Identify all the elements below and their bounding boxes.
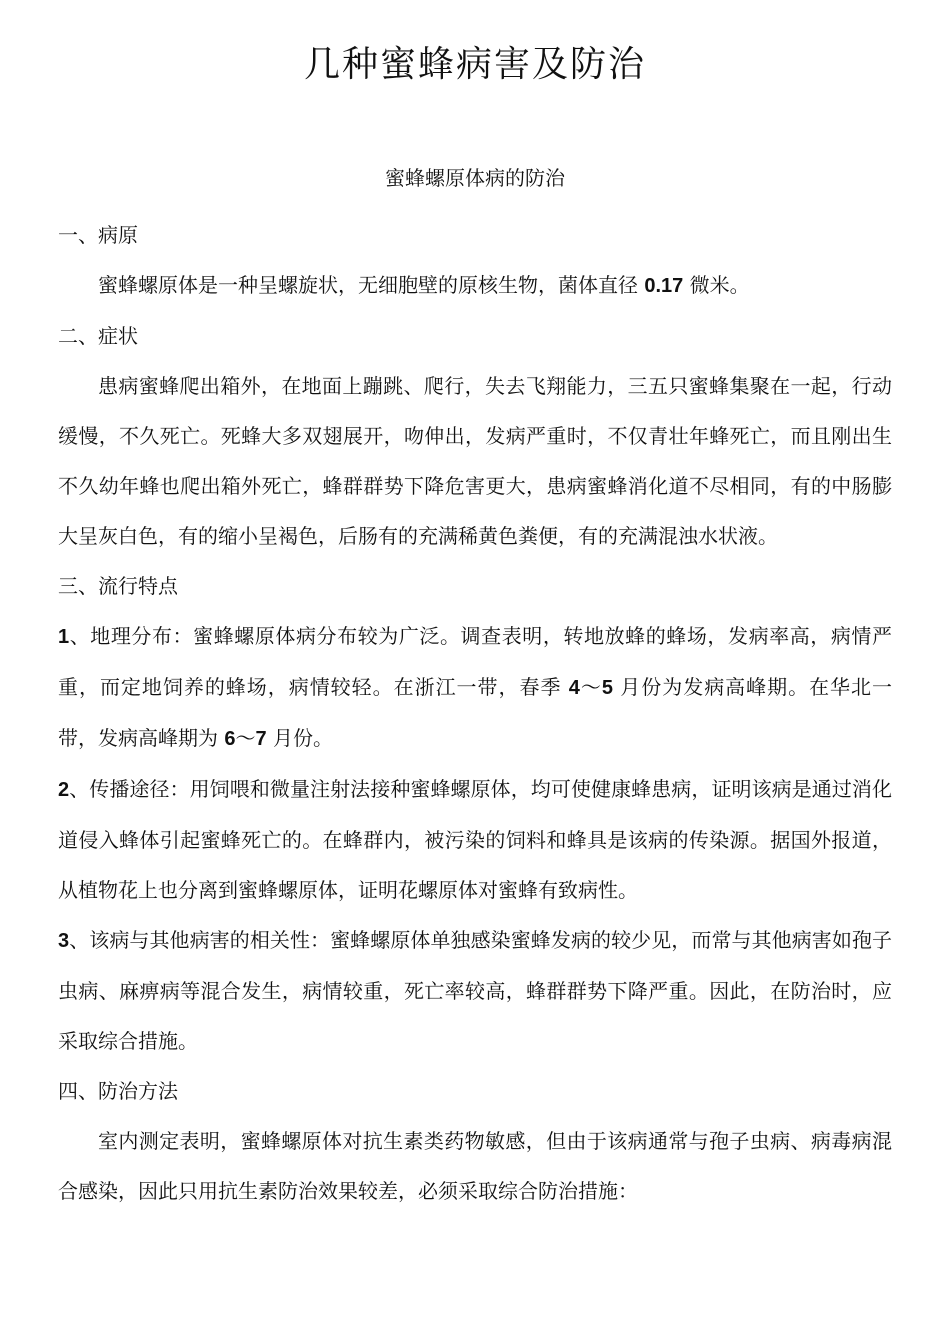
month-value: 7 [255, 728, 267, 750]
month-value: 5 [601, 677, 613, 699]
list-item-transmission [58, 764, 892, 915]
paragraph-text: 微米。 [683, 273, 750, 297]
document-body [58, 210, 892, 1216]
section-heading-epidemiology: 三、流行特点 [58, 574, 178, 598]
month-value: 4 [568, 677, 580, 699]
section-heading-symptoms: 二、症状 [58, 324, 138, 348]
paragraph-text: 蜜蜂螺原体是一种呈螺旋状，无细胞壁的原核生物，菌体直径 [98, 273, 645, 297]
paragraph-symptoms: 患病蜜蜂爬出箱外，在地面上蹦跳、爬行，失去飞翔能力，三五只蜜蜂集聚在一起，行动缓慢，不久死亡。死蜂大多双翅展开，吻伸出，发病严重时，不仅青壮年蜂死亡，而且刚出生不久幼年蜂也爬出箱外死亡，蜂群群势下降危害更大，患病蜜蜂消化道不尽相同，有的中肠膨大呈灰白色，有的缩小呈褐色，后肠有的充满稀黄色粪便，有的充满混浊水状液。 [58, 374, 892, 548]
section-heading-pathogen: 一、病原 [58, 223, 138, 247]
item-number: 1 [58, 626, 70, 648]
paragraph-prevention: 室内测定表明，蜜蜂螺原体对抗生素类药物敏感，但由于该病通常与孢子虫病、病毒病混合感染，因此只用抗生素防治效果较差，必须采取综合防治措施： [58, 1129, 892, 1203]
list-item-distribution [58, 611, 892, 764]
item-text: 、传播途径：用饲喂和微量注射法接种蜜蜂螺原体，均可使健康蜂患病，证明该病是通过消化道侵入蜂体引起蜜蜂死亡的。在蜂群内，被污染的饲料和蜂具是该病的传染源。据国外报道，从植物花上也分离到蜜蜂螺原体，证明花螺原体对蜜蜂有致病性。 [58, 777, 892, 902]
item-text: 月份。 [266, 726, 333, 750]
document-subtitle: 蜜蜂螺原体病的防治 [385, 166, 565, 190]
diameter-value: 0.17 [644, 275, 684, 297]
item-number: 3 [58, 930, 70, 952]
document-title: 几种蜜蜂病害及防治 [303, 44, 646, 85]
paragraph-pathogen [58, 260, 892, 311]
range-separator: ～ [579, 675, 602, 699]
item-text: 月份为发病高峰期。在华北一带，发病高峰期为 [58, 675, 893, 750]
item-text: 、地理分布：蜜蜂螺原体病分布较为广泛。调查表明，转地放蜂的蜂场，发病率高，病情严重，而定地饲养的蜂场，病情较轻。在浙江一带，春季 [58, 624, 892, 699]
item-number: 2 [58, 779, 70, 801]
item-text: 、该病与其他病害的相关性：蜜蜂螺原体单独感染蜜蜂发病的较少见，而常与其他病害如孢子虫病、麻痹病等混合发生，病情较重，死亡率较高，蜂群群势下降严重。因此，在防治时，应采取综合措施。 [58, 928, 892, 1053]
section-heading-prevention: 四、防治方法 [58, 1079, 178, 1103]
list-item-correlation [58, 915, 892, 1066]
range-separator: ～ [235, 726, 256, 750]
month-value: 6 [224, 728, 236, 750]
